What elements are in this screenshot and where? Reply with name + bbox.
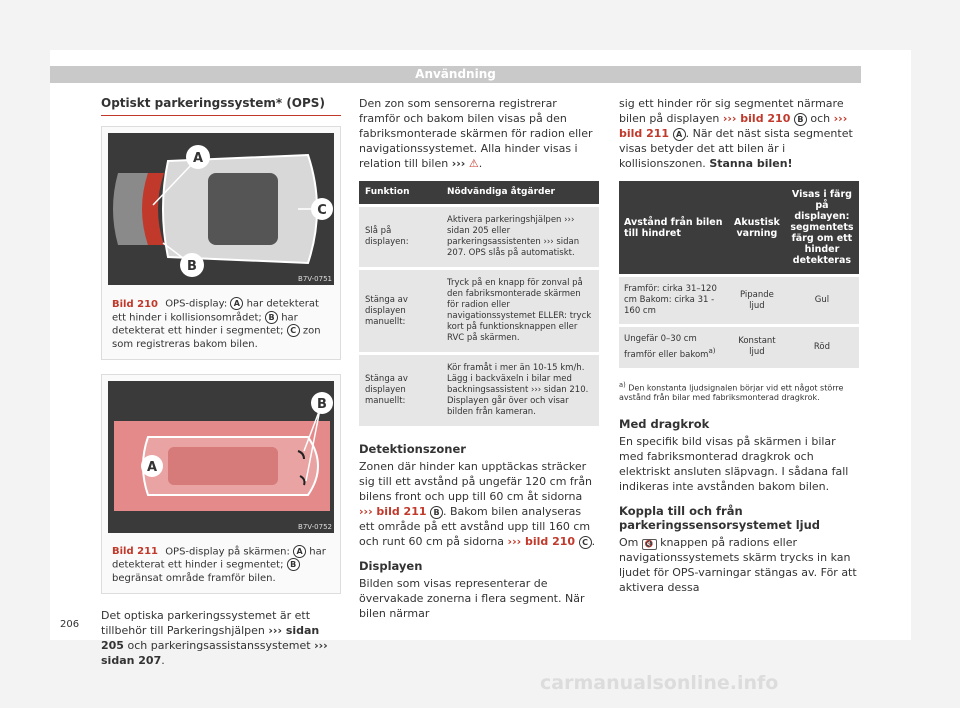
- text: Om: [619, 536, 639, 550]
- figure-reference-link[interactable]: ››› bild 211: [619, 112, 848, 140]
- marker-b: B: [430, 506, 443, 519]
- footnote-text: Den konstanta ljudsignalen börjar vid ett något större avstånd från bilar med fabriksmonterad dragkrok.: [619, 383, 844, 403]
- figure-211-image: [108, 381, 334, 533]
- figure-reference-link[interactable]: ››› bild 210: [507, 535, 576, 548]
- table-cell: Konstant ljud: [729, 326, 785, 368]
- marker-b: B: [265, 311, 278, 324]
- subheading: Displayen: [359, 559, 423, 573]
- callout-b: B: [317, 396, 327, 412]
- speaker-mute-icon: 🔇: [642, 539, 657, 550]
- ops-screen-display-illustration: [108, 381, 334, 533]
- footnote-ref: a): [708, 346, 716, 355]
- table-cell: Kör framåt i mer än 10-15 km/h. Lägg i backväxeln i bilar med backningsassistent ››› sidan 210. Displayen går över och visar bilden från kameran.: [441, 354, 599, 427]
- function-table: [359, 181, 599, 426]
- column-2: [359, 96, 599, 631]
- caption-text: begränsat område framför bilen.: [112, 572, 276, 584]
- table-cell: Röd: [785, 326, 859, 368]
- caption-text: zon som registreras bakom bilen.: [112, 325, 321, 350]
- text: knappen på radions eller navigationssystemets skärm trycks in kan ljudet för OPS-varningar stängas av. För att aktivera dessa: [619, 536, 857, 595]
- text: sig ett hinder rör sig segmentet närmare bilen på displayen: [619, 97, 844, 125]
- table-row: [359, 206, 599, 269]
- footnote-mark: a): [619, 380, 626, 389]
- figure-210-caption: [102, 291, 340, 359]
- table-cell: [619, 326, 729, 368]
- figure-210-image: [108, 133, 334, 285]
- section-title: Optiskt parkeringssystem* (OPS): [101, 96, 341, 116]
- page-reference-link[interactable]: ››› sidan 207: [101, 638, 328, 667]
- table-cell: Aktivera parkeringshjälpen ››› sidan 205 eller parkeringsassistenten ››› sidan 207. OPS slås på automatiskt.: [441, 206, 599, 269]
- page-reference-link[interactable]: ››› sidan 205: [101, 623, 320, 652]
- callout-c: C: [317, 203, 327, 218]
- caption-text: har detekterat ett hinder i segmentet;: [112, 312, 298, 337]
- figure-label: Bild 211: [112, 546, 158, 557]
- warning-text: Stanna bilen!: [709, 157, 793, 170]
- table-row: [619, 326, 859, 368]
- figure-211-caption: [102, 539, 340, 593]
- subheading: Detektionszoner: [359, 442, 466, 456]
- figure-label: Bild 210: [112, 298, 158, 310]
- marker-a: A: [230, 297, 243, 310]
- callout-a: A: [192, 151, 204, 166]
- table-cell: Slå på displayen:: [359, 206, 441, 269]
- watermark: carmanualsonline.info: [540, 672, 779, 694]
- caption-text: OPS-display:: [165, 298, 228, 310]
- body-paragraph: [101, 608, 341, 668]
- segment-paragraph: [619, 96, 859, 171]
- text: . När det näst sista segmentet visas betyder det att bilen är i kollisionszonen.: [619, 127, 853, 170]
- distance-table: [619, 181, 859, 368]
- callout-b: B: [187, 259, 197, 274]
- table-header: Funktion: [359, 181, 441, 206]
- text: . Bakom bilen analyseras ett område på ett avstånd upp till 160 cm och runt 60 cm på sidorna: [359, 505, 591, 548]
- section-header: Användning: [50, 66, 861, 83]
- marker-c: C: [287, 324, 300, 337]
- figure-210: [101, 126, 341, 360]
- display-paragraph: Bilden som visas representerar de övervakade zonerna i flera segment. När bilen närmar: [359, 577, 585, 620]
- table-cell: Tryck på en knapp för zonval på den fabriksmonterade skärmen för radion eller navigationssystemet ELLER: tryck kort på funktionsknappen eller RVC på skärmen.: [441, 269, 599, 354]
- table-header: Nödvändiga åtgärder: [441, 181, 599, 206]
- callout-a: A: [146, 459, 158, 475]
- table-cell: Stänga av displayen manuellt:: [359, 354, 441, 427]
- table-cell: Framför: cirka 31–120 cm Bakom: cirka 31 - 160 cm: [619, 276, 729, 326]
- figure-211: [101, 374, 341, 594]
- table-row: [359, 269, 599, 354]
- table-row: [359, 354, 599, 427]
- marker-b: B: [794, 113, 807, 126]
- table-cell: Gul: [785, 276, 859, 326]
- figure-reference-link[interactable]: ››› bild 211: [359, 505, 427, 518]
- figure-reference-link[interactable]: ››› bild 210: [722, 112, 791, 125]
- figure-code: B7V-0752: [298, 522, 332, 531]
- sound-paragraph: [619, 535, 859, 595]
- table-cell: Pipande ljud: [729, 276, 785, 326]
- footnote: [619, 380, 859, 404]
- text: .: [161, 653, 165, 667]
- caption-text: har detekterat ett hinder i kollisionsområdet;: [112, 298, 319, 323]
- subheading: Med dragkrok: [619, 417, 710, 432]
- table-header: Akustisk varning: [729, 181, 785, 276]
- column-1: [101, 96, 341, 678]
- figure-code: B7V-0751: [298, 275, 332, 283]
- text: Det optiska parkeringssystemet är ett tillbehör till Parkeringshjälpen: [101, 608, 311, 637]
- intro-paragraph: Den zon som sensorerna registrerar framför och bakom bilen visas på den fabriksmonterade skärmen för radion eller navigationssystemet. Alla hinder visas i relation till bilen ››› ⚠.: [359, 97, 593, 170]
- reference-link[interactable]: ›››: [451, 157, 466, 170]
- text: .: [591, 535, 596, 548]
- ops-rear-display-illustration: [108, 133, 334, 285]
- marker-b: B: [287, 558, 300, 571]
- table-header: Avstånd från bilen till hindret: [619, 181, 729, 276]
- marker-c: C: [579, 536, 592, 549]
- column-3: [619, 96, 859, 605]
- text: och: [810, 112, 831, 125]
- towbar-paragraph: En specifik bild visas på skärmen i bilar med fabriksmonterad dragkrok och elektriskt ansluten släpvagn. I sådana fall indikeras inte avstånden bakom bilen.: [619, 435, 849, 494]
- detection-paragraph: [359, 459, 599, 549]
- text: Den zon som sensorerna registrerar framför och bakom bilen visas på den fabriksmonterade skärmen för radion eller navigationssystemet. Alla hinder visas i relation till bilen: [359, 97, 593, 170]
- caption-text: OPS-display på skärmen:: [165, 546, 290, 557]
- warning-icon: ⚠: [468, 157, 479, 170]
- subheading: Koppla till och från parkeringssensorsystemet ljud: [619, 504, 820, 533]
- text: och parkeringsassistanssystemet: [127, 638, 311, 652]
- text: Ungefär 0–30 cm framför eller bakom: [624, 334, 709, 360]
- table-row: [619, 276, 859, 326]
- table-cell: Stänga av displayen manuellt:: [359, 269, 441, 354]
- marker-a: A: [293, 545, 306, 558]
- marker-a: A: [673, 128, 686, 141]
- caption-text: har detekterat ett hinder i segmentet;: [112, 546, 326, 571]
- page-number: 206: [60, 619, 80, 630]
- table-header: Visas i färg på displayen: segmentets färg om ett hinder detekteras: [785, 181, 859, 276]
- text: Zonen där hinder kan upptäckas sträcker sig till ett avstånd på ungefär 120 cm från bilens front och upp till 60 cm åt sidorna: [359, 460, 593, 503]
